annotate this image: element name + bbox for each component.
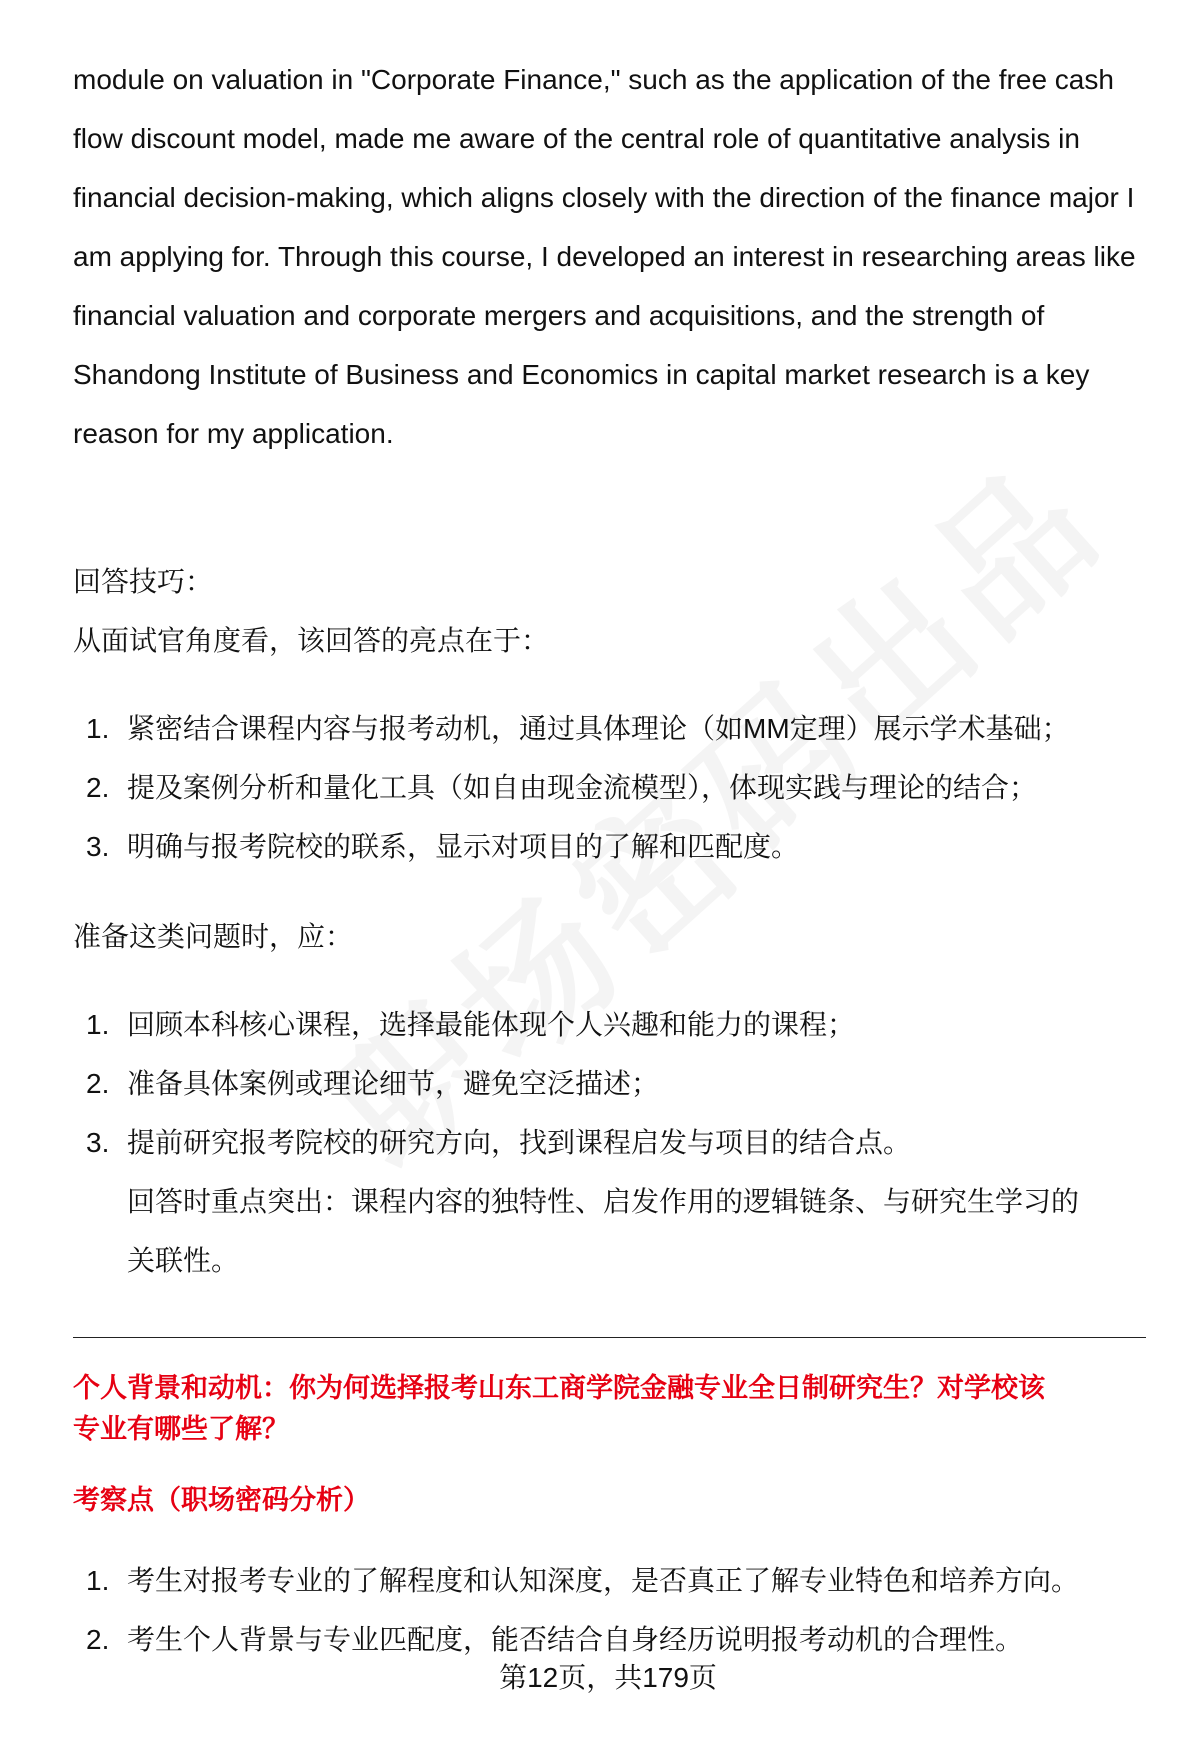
list-text: 考生对报考专业的了解程度和认知深度，是否真正了解专业特色和培养方向。 [127,1565,1080,1596]
tips-label: 回答技巧： [73,566,214,597]
list-text: 准备具体案例或理论细节，避免空泛描述； [127,1068,660,1099]
question-heading-line1: 个人背景和动机：你为何选择报考山东工商学院金融专业全日制研究生？对学校该 [73,1373,1045,1403]
prep-note-line2: 关联性。 [127,1245,240,1276]
list-number: 1. [86,1009,110,1040]
question-heading [73,1368,1153,1450]
list-text: 提前研究报考院校的研究方向，找到课程启发与项目的结合点。 [127,1127,912,1158]
list-number: 2. [86,1624,110,1655]
list-text: 明确与报考院校的联系，显示对项目的了解和匹配度。 [127,831,800,862]
exam-points-list [73,1551,1153,1671]
list-item [73,1054,1153,1113]
prep-note-line1: 回答时重点突出：课程内容的独特性、启发作用的逻辑链条、与研究生学习的 [127,1186,1080,1217]
list-text: 提及案例分析和量化工具（如自由现金流模型），体现实践与理论的结合； [127,772,1038,803]
tips-intro: 从面试官角度看，该回答的亮点在于： [73,625,550,656]
list-number: 3. [86,1127,110,1158]
list-item [73,995,1153,1054]
list-item [73,1113,1153,1172]
exam-points-heading: 考察点（职场密码分析） [73,1485,370,1515]
highlights-list [73,699,1153,879]
list-number: 1. [86,713,110,744]
list-item [73,817,1153,876]
list-number: 1. [86,1565,110,1596]
body-paragraph-block [73,50,1153,463]
list-item [73,699,1153,758]
question-heading-line2: 专业有哪些了解？ [73,1414,289,1444]
list-item [73,1551,1153,1610]
prep-intro: 准备这类问题时，应： [73,921,354,952]
list-text: 考生个人背景与专业匹配度，能否结合自身经历说明报考动机的合理性。 [127,1624,1024,1655]
list-number: 2. [86,1068,110,1099]
list-number: 2. [86,772,110,803]
list-number: 3. [86,831,110,862]
body-paragraph: module on valuation in "Corporate Finance," such as the application of the free cash flow discount model, made me aware of the central role of quantitative analysis in financial decision-making, which aligns closely with the direction of the finance major I am applying for. Through this course, I developed an interest in researching areas like financial valuation and corporate mergers and acquisitions, and the strength of Shandong Institute of Business and Economics in capital market research is a key reason for my application. [73,64,1136,449]
section-divider [73,1337,1146,1338]
prep-steps-list [73,995,1153,1175]
list-text: 紧密结合课程内容与报考动机，通过具体理论（如MM定理）展示学术基础； [127,713,1070,744]
page-footer: 第12页，共179页 [499,1662,717,1693]
list-text: 回顾本科核心课程，选择最能体现个人兴趣和能力的课程； [127,1009,856,1040]
list-item [73,758,1153,817]
